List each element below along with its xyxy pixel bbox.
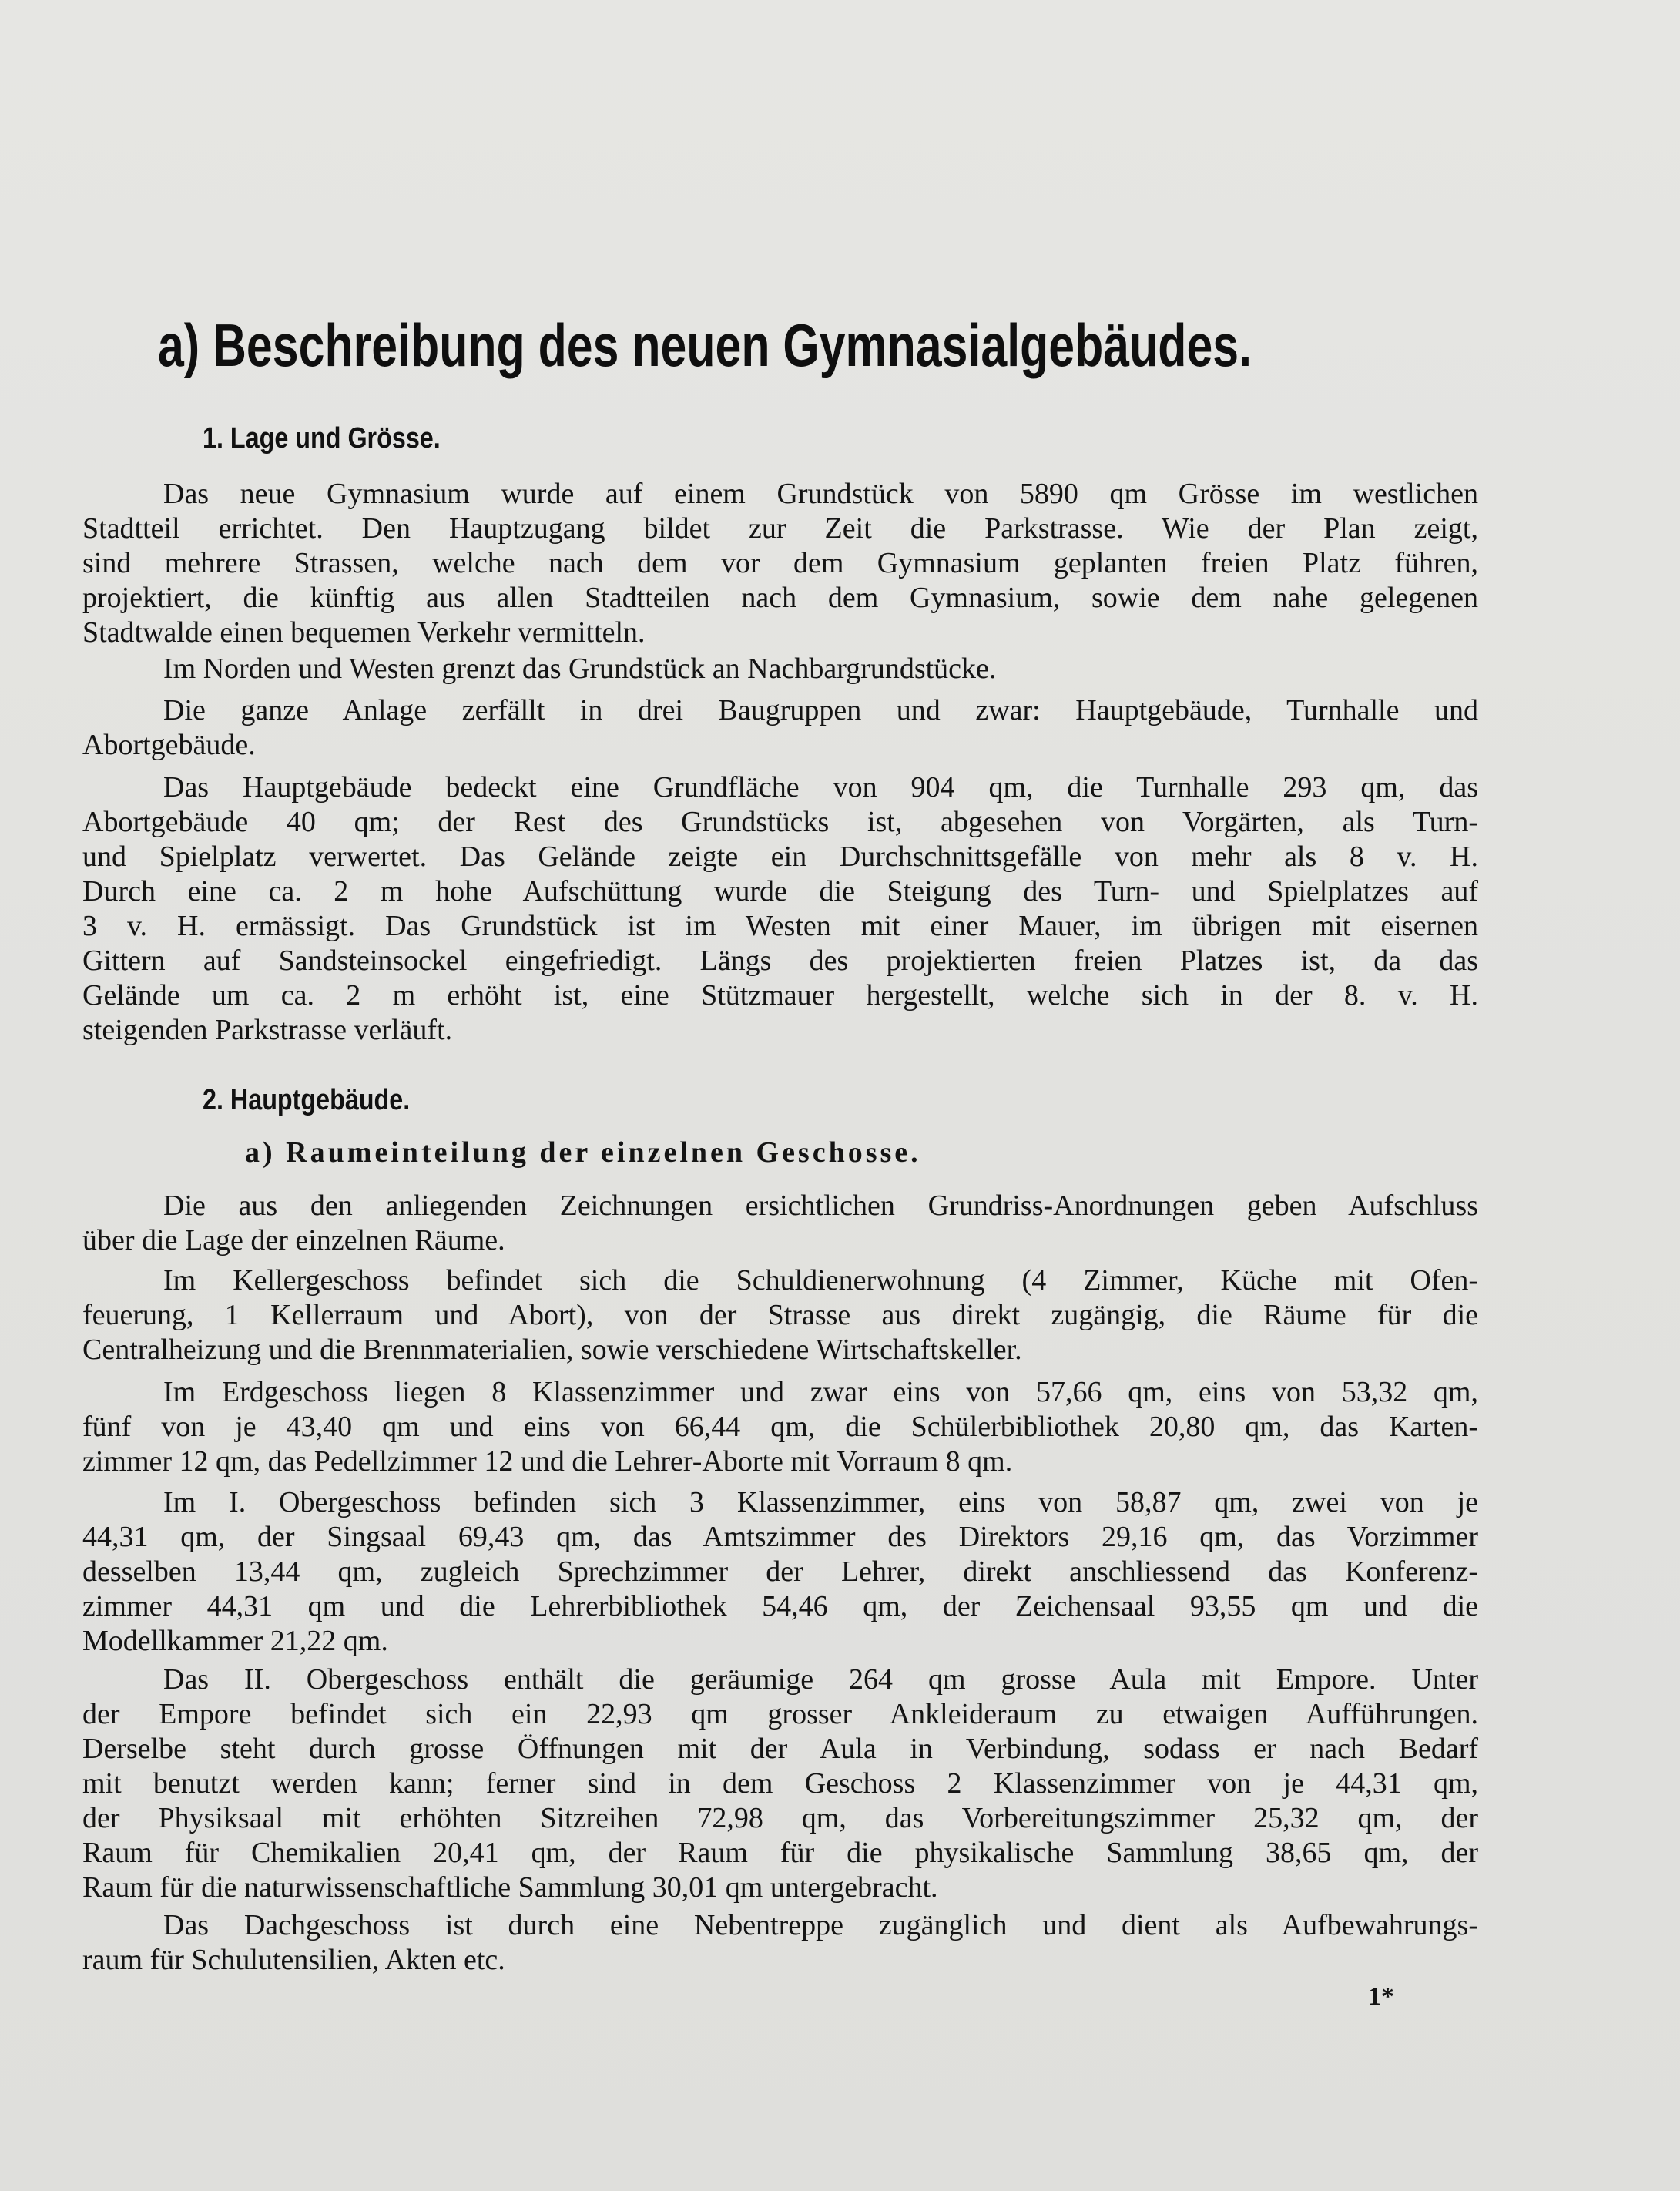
text-line: Das Hauptgebäude bedeckt eine Grundfläche von 904 qm, die Turnhalle 293 qm, das [163, 771, 1478, 804]
text-line: Raum für die naturwissenschaftliche Sammlung 30,01 qm untergebracht. [82, 1871, 938, 1904]
paragraph-nachbar [82, 652, 1478, 686]
text-line: Abortgebäude 40 qm; der Rest des Grundstücks ist, abgesehen von Vorgärten, als Turn- [82, 806, 1478, 838]
text-line: Abortgebäude. [82, 729, 256, 761]
text-line: feuerung, 1 Kellerraum und Abort), von der Strasse aus direkt zugängig, die Räume für die [82, 1299, 1478, 1331]
text-line: der Empore befindet sich ein 22,93 qm grosser Ankleideraum zu etwaigen Aufführungen. [82, 1698, 1478, 1730]
text-line: und Spielplatz verwertet. Das Gelände zeigte ein Durchschnittsgefälle von mehr als 8 v. H. [82, 840, 1478, 873]
text-line: Durch eine ca. 2 m hohe Aufschüttung wurde die Steigung des Turn- und Spielplatzes auf [82, 875, 1478, 908]
text-line: projektiert, die künftig aus allen Stadtteilen nach dem Gymnasium, sowie dem nahe gelegenen [82, 582, 1478, 614]
text-line: Stadtteil errichtet. Den Hauptzugang bildet zur Zeit die Parkstrasse. Wie der Plan zeigt, [82, 512, 1478, 545]
paragraph-grundriss [82, 1189, 1478, 1258]
text-line: 3 v. H. ermässigt. Das Grundstück ist im Westen mit einer Mauer, im übrigen mit eisernen [82, 910, 1478, 942]
text-line: zimmer 12 qm, das Pedellzimmer 12 und die Lehrer-Aborte mit Vorraum 8 qm. [82, 1445, 1013, 1478]
text-line: zimmer 44,31 qm und die Lehrerbibliothek 54,46 qm, der Zeichensaal 93,55 qm und die [82, 1590, 1478, 1622]
text-line: Im Kellergeschoss befindet sich die Schuldienerwohnung (4 Zimmer, Küche mit Ofen- [163, 1264, 1478, 1297]
subheading-raumeinteilung: a) Raumeinteilung der einzelnen Geschosse. [245, 1136, 921, 1169]
paragraph-erdgeschoss [82, 1375, 1478, 1479]
text-line: Centralheizung und die Brennmaterialien, sowie verschiedene Wirtschaftskeller. [82, 1334, 1022, 1366]
text-line: steigenden Parkstrasse verläuft. [82, 1014, 453, 1046]
text-line: raum für Schulutensilien, Akten etc. [82, 1944, 505, 1976]
text-line: Das neue Gymnasium wurde auf einem Grundstück von 5890 qm Grösse im westlichen [163, 478, 1478, 510]
text-line: Im I. Obergeschoss befinden sich 3 Klassenzimmer, eins von 58,87 qm, zwei von je [163, 1486, 1478, 1518]
text-line: Derselbe steht durch grosse Öffnungen mit der Aula in Verbindung, sodass er nach Bedarf [82, 1733, 1478, 1765]
section-heading-lage: 1. Lage und Grösse. [203, 422, 441, 455]
paragraph-grundflaeche [82, 770, 1478, 1048]
text-line: Gelände um ca. 2 m erhöht ist, eine Stützmauer hergestellt, welche sich in der 8. v. H. [82, 979, 1478, 1012]
text-line: desselben 13,44 qm, zugleich Sprechzimmer der Lehrer, direkt anschliessend das Konferenz- [82, 1555, 1478, 1588]
paragraph-obergeschoss-1 [82, 1485, 1478, 1659]
paragraph-obergeschoss-2 [82, 1663, 1478, 1905]
paragraph-kellergeschoss [82, 1263, 1478, 1367]
text-line: über die Lage der einzelnen Räume. [82, 1224, 505, 1257]
text-line: der Physiksaal mit erhöhten Sitzreihen 72,98 qm, das Vorbereitungszimmer 25,32 qm, der [82, 1802, 1478, 1834]
page-title: a) Beschreibung des neuen Gymnasialgebäudes. [158, 311, 1252, 379]
text-line: Das II. Obergeschoss enthält die geräumige 264 qm grosse Aula mit Empore. Unter [163, 1663, 1478, 1696]
text-line: Modellkammer 21,22 qm. [82, 1625, 388, 1657]
section-heading-hauptgebaeude: 2. Hauptgebäude. [203, 1084, 411, 1116]
page-number: 1* [1368, 1982, 1394, 2011]
text-line: Das Dachgeschoss ist durch eine Nebentreppe zugänglich und dient als Aufbewahrungs- [163, 1909, 1478, 1941]
paragraph-baugruppen [82, 693, 1478, 763]
text-line: fünf von je 43,40 qm und eins von 66,44 qm, die Schülerbibliothek 20,80 qm, das Karten- [82, 1411, 1478, 1443]
text-line: Stadtwalde einen bequemen Verkehr vermitteln. [82, 616, 646, 649]
paragraph-grundstueck [82, 477, 1478, 650]
text-line: Im Erdgeschoss liegen 8 Klassenzimmer und zwar eins von 57,66 qm, eins von 53,32 qm, [163, 1376, 1478, 1408]
text-line: sind mehrere Strassen, welche nach dem vor dem Gymnasium geplanten freien Platz führen, [82, 547, 1478, 579]
text-line: mit benutzt werden kann; ferner sind in dem Geschoss 2 Klassenzimmer von je 44,31 qm, [82, 1767, 1478, 1800]
text-line: Raum für Chemikalien 20,41 qm, der Raum für die physikalische Sammlung 38,65 qm, der [82, 1837, 1478, 1869]
text-line: Im Norden und Westen grenzt das Grundstück an Nachbargrundstücke. [163, 653, 997, 685]
text-line: Gittern auf Sandsteinsockel eingefriedigt. Längs des projektierten freien Platzes ist, da das [82, 945, 1478, 977]
text-line: 44,31 qm, der Singsaal 69,43 qm, das Amtszimmer des Direktors 29,16 qm, das Vorzimmer [82, 1521, 1478, 1553]
paragraph-dachgeschoss [82, 1908, 1478, 1978]
text-line: Die aus den anliegenden Zeichnungen ersichtlichen Grundriss-Anordnungen geben Aufschluss [163, 1189, 1478, 1222]
text-line: Die ganze Anlage zerfällt in drei Baugruppen und zwar: Hauptgebäude, Turnhalle und [163, 694, 1478, 726]
